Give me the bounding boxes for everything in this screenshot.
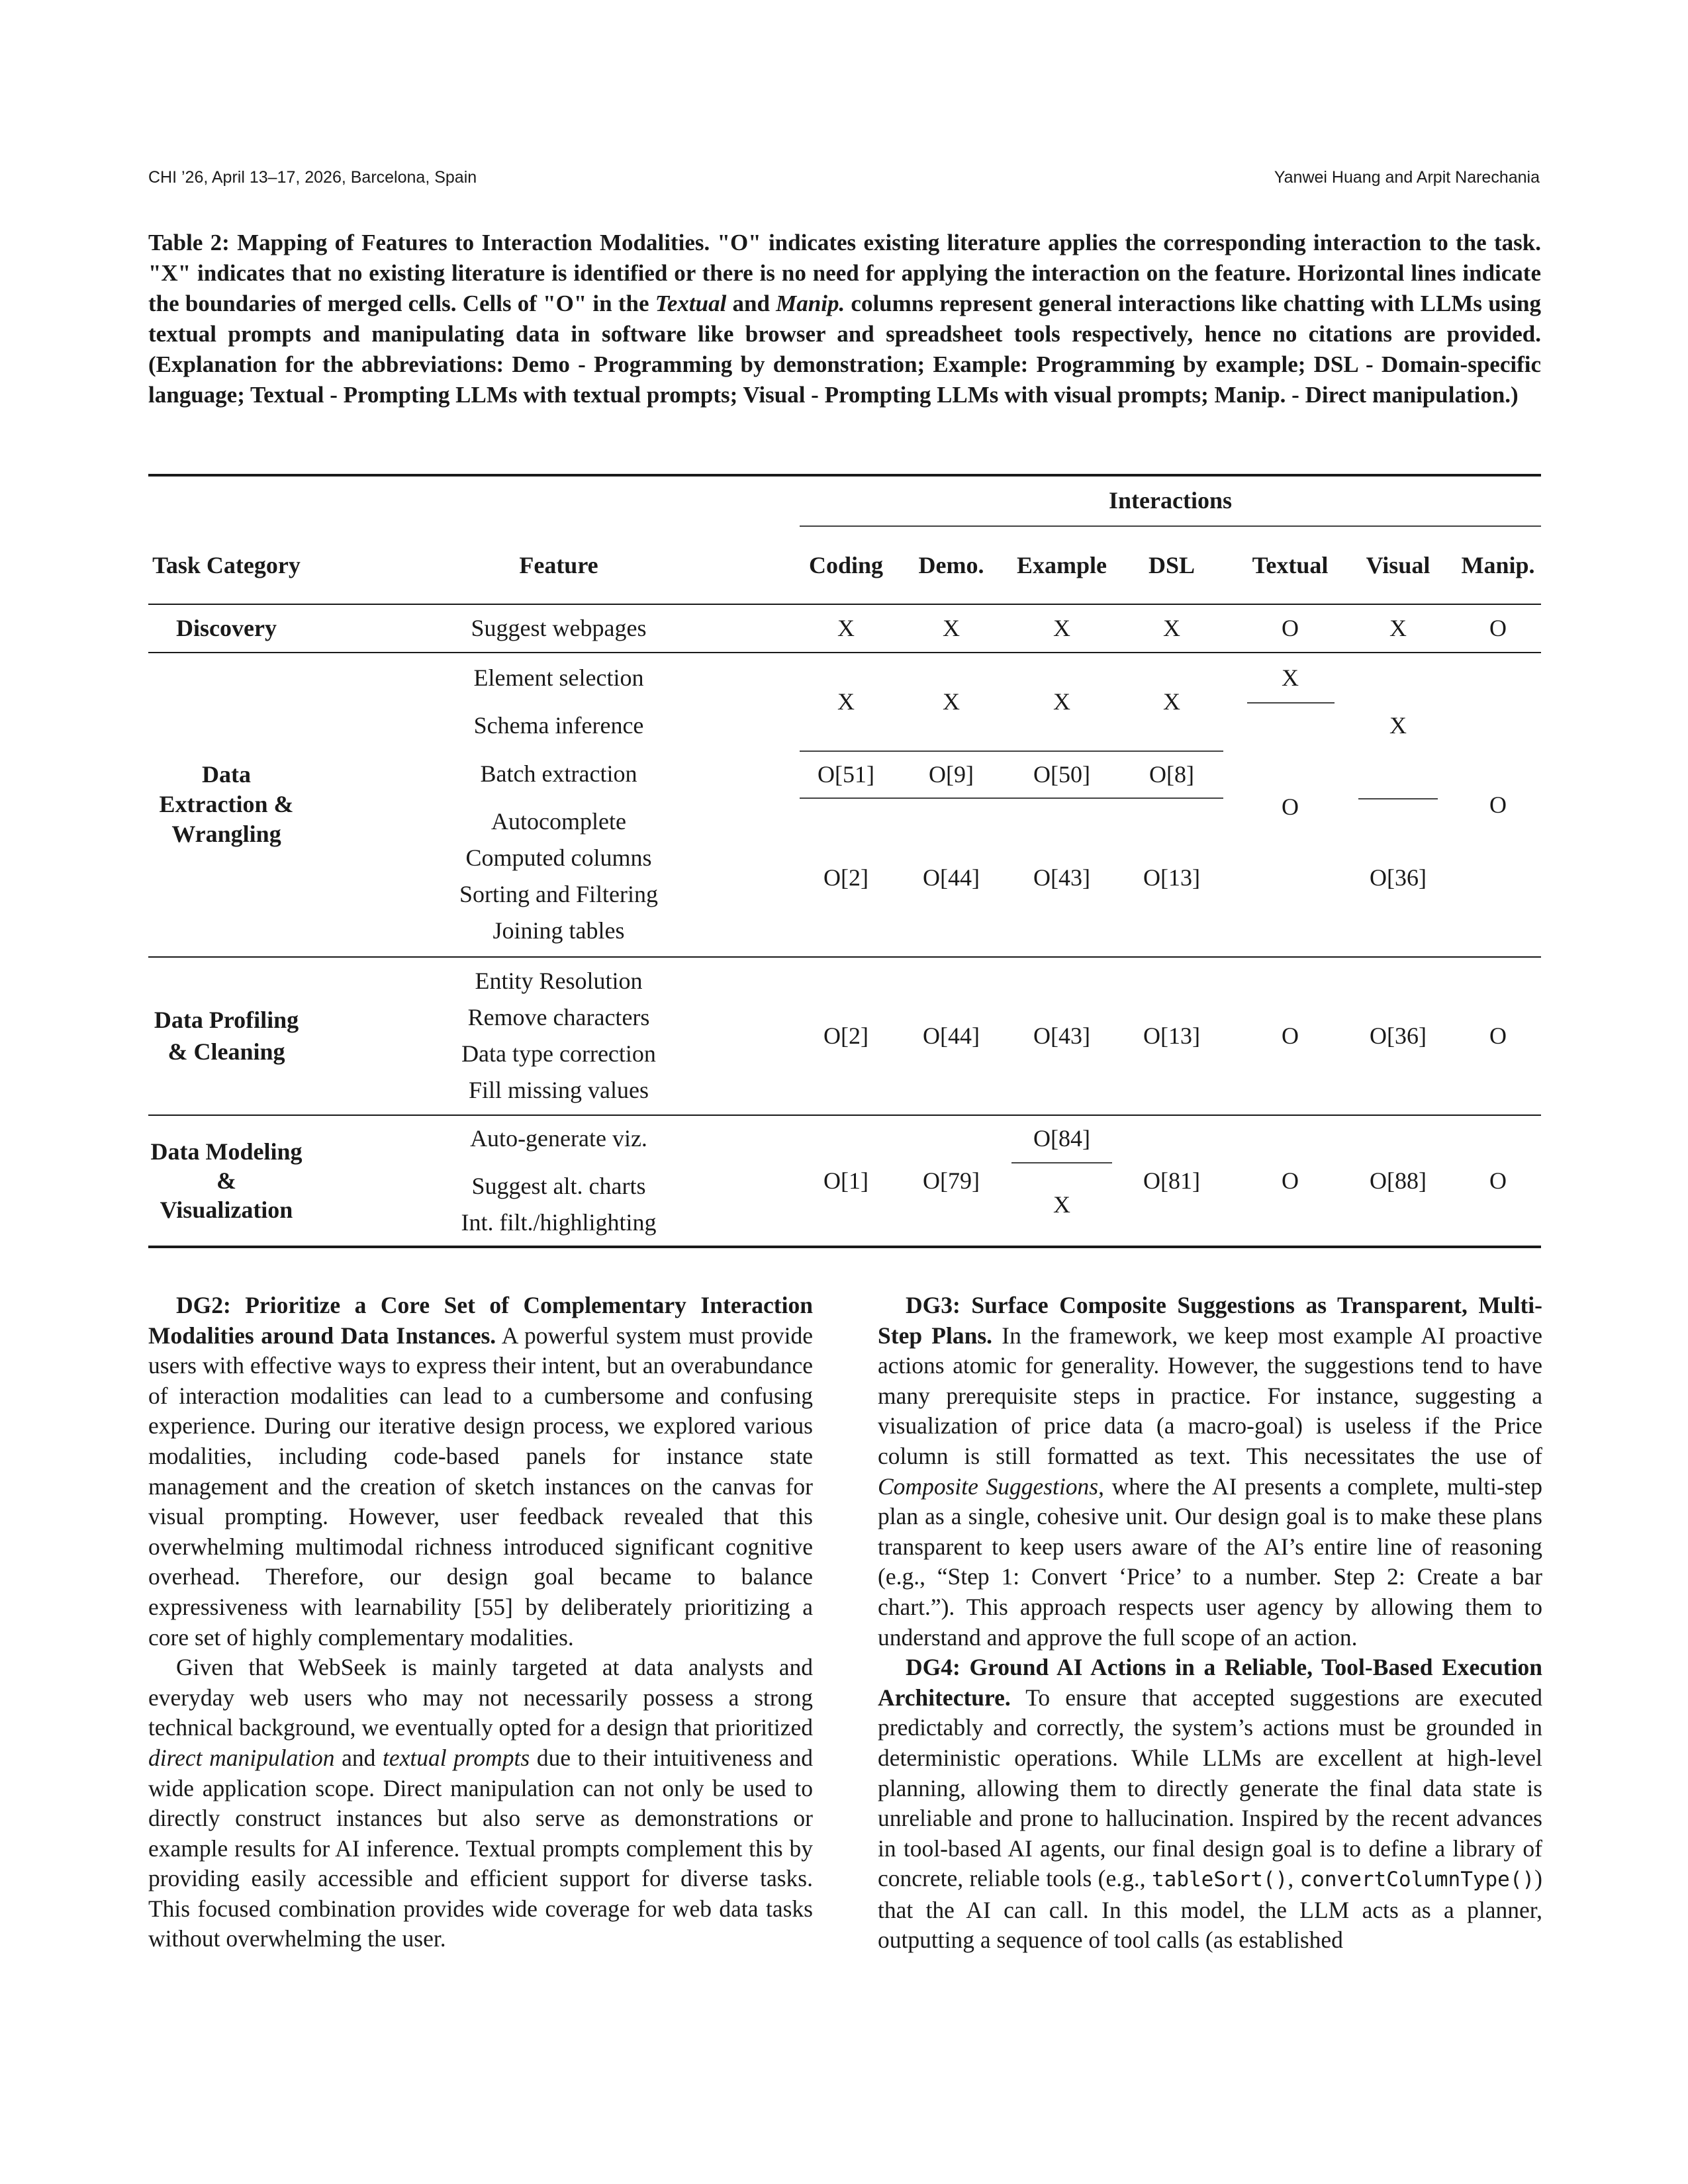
feature-cell: Suggest alt. charts xyxy=(471,1173,646,1199)
header-venue: CHI ’26, April 13–17, 2026, Barcelona, Spain xyxy=(148,168,477,187)
col-header-dsl: DSL xyxy=(1148,552,1196,578)
table-cell: O xyxy=(1489,1023,1507,1049)
table-bottom-rule xyxy=(148,1246,1541,1248)
paragraph-emphasis: direct manipulation xyxy=(148,1744,335,1771)
feature-cell: Computed columns xyxy=(465,844,652,871)
merge-rule xyxy=(1011,1162,1112,1163)
feature-cell: Batch extraction xyxy=(480,760,637,787)
table-cell: O[84] xyxy=(1033,1125,1090,1152)
feature-cell: Entity Resolution xyxy=(475,968,643,994)
col-header-demo: Demo. xyxy=(918,552,984,578)
table-cell: O[79] xyxy=(923,1167,980,1194)
paragraph-dg4 xyxy=(878,1653,1542,1956)
header-rule xyxy=(148,604,1541,605)
table-cell: O xyxy=(1489,1167,1507,1194)
category-profiling: Data Profiling & Cleaning xyxy=(154,1007,299,1065)
row-rule xyxy=(148,1115,1541,1116)
category-modeling: Data Modeling & Visualization xyxy=(150,1138,303,1223)
paragraph-text: Given that WebSeek is mainly targeted at data analysts and everyday web users who may not necessarily possess a strong technical background, we eventually opted for a design that prioritized xyxy=(148,1654,813,1741)
table-cell: O[13] xyxy=(1143,1023,1200,1049)
table-caption xyxy=(148,228,1541,410)
table-cell: O xyxy=(1282,794,1299,820)
table-cell: X xyxy=(837,615,855,641)
paragraph-heading: DG4: Ground AI Actions in a Reliable, Tool-Based Execution Architecture. xyxy=(878,1654,1542,1711)
interactions-rule xyxy=(800,525,1541,527)
caption-emphasis: Textual xyxy=(655,291,727,316)
feature-group xyxy=(426,797,691,955)
table-cell: O[2] xyxy=(823,1023,868,1049)
table-cell: O xyxy=(1282,1023,1299,1049)
paragraph-emphasis: Composite Suggestions xyxy=(878,1473,1099,1500)
table-cell: X xyxy=(943,688,960,715)
table-cell: O[44] xyxy=(923,1023,980,1049)
table-cell: O[44] xyxy=(923,864,980,891)
paragraph-text: A powerful system must provide users with effective ways to express their intent, but an overabundance of interaction modalities can lead to a cumbersome and confusing experience. During our iterative design process, we explored various modalities, including code-based panels for instance state management and the creation of sketch instances on the canvas for visual prompting. However, user feedback revealed that this overwhelming multimodal richness introduced significant cognitive overhead. Therefore, our design goal became to balance expressiveness with learnability [55] by deliberately prioritizing a core set of highly complementary modalities. xyxy=(148,1322,813,1651)
feature-cell: Remove characters xyxy=(467,1004,650,1030)
col-header-task-category: Task Category xyxy=(152,552,301,578)
paragraph-heading: DG3: Surface Composite Suggestions as Transparent, Multi-Step Plans. xyxy=(878,1292,1542,1349)
table-cell: X xyxy=(1389,615,1407,641)
paragraph-text: To ensure that accepted suggestions are executed predictably and correctly, the system’s actions must be grounded in deterministic operations. While LLMs are excellent at high-level planning, allowing them to directly generate the final data state is unreliable and prone to hallucination. Inspired by the recent advances in tool-based AI agents, our final design goal is to define a library of concrete, reliable tools (e.g., xyxy=(878,1684,1542,1892)
table-top-rule xyxy=(148,474,1541,477)
category-extraction: Data Extraction & Wrangling xyxy=(159,761,294,847)
col-header-visual: Visual xyxy=(1366,552,1430,578)
paragraph-heading: DG2: Prioritize a Core Set of Complementary Interaction Modalities around Data Instances. xyxy=(148,1292,813,1349)
feature-cell: Auto-generate viz. xyxy=(470,1125,647,1152)
merge-rule xyxy=(1247,702,1335,704)
col-header-example: Example xyxy=(1016,552,1107,578)
table-cell: O[36] xyxy=(1370,864,1427,891)
table-cell: O[36] xyxy=(1370,1023,1427,1049)
feature-cell: Joining tables xyxy=(492,917,625,944)
table-cell: O[8] xyxy=(1149,761,1194,788)
caption-text: columns represent general interactions like chatting with LLMs using textual prompts and manipulating data in software like browser and spreadsheet tools respectively, hence no citations are provided. (Explanation for the abbreviations: Demo - Programming by demonstration; Example: Programming by example; DSL - Domain-specific language; Textual - Prompting LLMs with textual prompts; Visual - Prompting LLMs with visual prompts; Manip. - Direct manipulation.) xyxy=(148,291,1542,408)
features-table xyxy=(148,474,1541,1248)
feature-cell: Schema inference xyxy=(473,712,644,739)
row-rule xyxy=(148,652,1541,653)
table-cell: X xyxy=(1053,615,1070,641)
caption-text: Table 2: Mapping of Features to Interaction Modalities. "O" indicates existing literature applies the corresponding interaction to the task. "X" indicates that no existing literature is identified or there is no need for applying the interaction on the feature. Horizontal lines indicate the boundaries of merged cells. Cells of "O" in the xyxy=(148,230,1541,316)
paragraph-text: In the framework, we keep most example AI proactive actions atomic for generality. However, the suggestions tend to have many prerequisite steps in practice. For instance, suggesting a visualization of price data (a macro-goal) is useless if the Price column is still formatted as text. This necessitates the use of xyxy=(878,1322,1543,1469)
table-cell: O xyxy=(1489,791,1507,818)
col-header-coding: Coding xyxy=(808,552,884,578)
table-cell: X xyxy=(943,615,960,641)
table-cell: X xyxy=(1163,615,1180,641)
feature-cell: Suggest webpages xyxy=(471,615,647,641)
table-cell: O[2] xyxy=(823,864,868,891)
interactions-group-header: Interactions xyxy=(1109,487,1232,514)
inline-code: convertColumnType() xyxy=(1299,1868,1535,1892)
category-discovery: Discovery xyxy=(176,615,277,641)
table-cell: O[51] xyxy=(818,761,874,788)
col-header-textual: Textual xyxy=(1252,552,1329,578)
table-cell: O[50] xyxy=(1033,761,1090,788)
table-cell: X xyxy=(1053,1191,1070,1218)
table-cell: X xyxy=(1389,712,1407,739)
table-cell: O[13] xyxy=(1143,864,1200,891)
table-cell: X xyxy=(1053,688,1070,715)
feature-group xyxy=(426,1165,691,1244)
table-cell: X xyxy=(1163,688,1180,715)
col-header-feature: Feature xyxy=(519,552,598,578)
feature-cell: Fill missing values xyxy=(468,1077,649,1103)
table-cell: X xyxy=(1282,664,1299,691)
caption-text: and xyxy=(726,291,776,316)
paragraph-modalities xyxy=(148,1653,813,1954)
table-cell: O[81] xyxy=(1143,1167,1200,1194)
table-cell: X xyxy=(837,688,855,715)
paragraph-emphasis: textual prompts xyxy=(382,1744,530,1771)
table-cell: O xyxy=(1489,615,1507,641)
paragraph-text: and xyxy=(334,1744,383,1771)
inline-code: tableSort() xyxy=(1152,1868,1288,1892)
table-cell: O xyxy=(1282,615,1299,641)
table-cell: O xyxy=(1282,1167,1299,1194)
feature-cell: Int. filt./highlighting xyxy=(461,1209,657,1236)
table-cell: O[1] xyxy=(823,1167,868,1194)
table-cell: O[9] xyxy=(929,761,974,788)
table-cell: O[88] xyxy=(1370,1167,1427,1194)
caption-emphasis: Manip. xyxy=(776,291,845,316)
paragraph-text: ) that the AI can call. In this model, the LLM acts as a planner, outputting a sequence of tool calls (as established xyxy=(878,1865,1542,1954)
row-rule xyxy=(148,956,1541,958)
paragraph-text: , where the AI presents a complete, multi-step plan as a single, cohesive unit. Our design goal is to make these plans transparent to keep users aware of the AI’s entire line of reasoning (e.g., “Step 1: Convert ‘Price’ to a number. Step 2: Create a bar chart.”). This approach respects user agency by allowing them to understand and approve the full scope of an action. xyxy=(878,1473,1542,1651)
header-authors: Yanwei Huang and Arpit Narechania xyxy=(1274,168,1540,187)
feature-cell: Autocomplete xyxy=(491,808,626,835)
paragraph-text: due to their intuitiveness and wide application scope. Direct manipulation can not only be used to directly construct instances but also serve as demonstrations or example results for AI inference. Textual prompts complement this by providing easily accessible and efficient support for diverse tasks. This focused combination provides wide coverage for web data tasks without overwhelming the user. xyxy=(148,1744,813,1952)
col-header-manip: Manip. xyxy=(1461,552,1535,578)
paragraph-dg3 xyxy=(878,1291,1542,1653)
merge-rule xyxy=(800,797,1223,799)
body-column-left xyxy=(148,1291,813,1954)
paragraph-dg2 xyxy=(148,1291,813,1653)
feature-cell: Sorting and Filtering xyxy=(459,881,658,907)
feature-group xyxy=(426,958,691,1113)
feature-cell: Data type correction xyxy=(461,1040,656,1067)
running-header xyxy=(148,167,1540,188)
paragraph-text: , xyxy=(1288,1865,1300,1892)
table-cell: O[43] xyxy=(1033,864,1090,891)
feature-cell: Element selection xyxy=(473,664,644,691)
table-cell: O[43] xyxy=(1033,1023,1090,1049)
body-column-right xyxy=(878,1291,1542,1956)
